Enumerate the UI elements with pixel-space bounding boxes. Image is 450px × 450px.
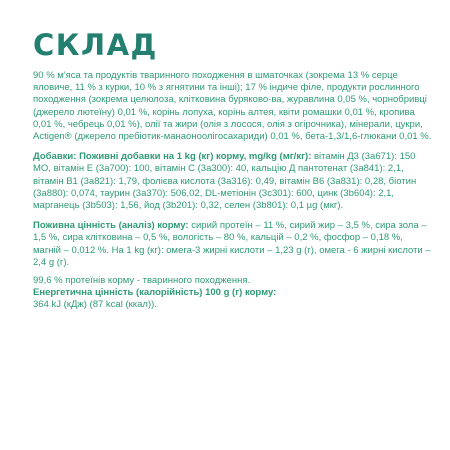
protein-note: 99,6 % протеїнів корму - тваринного походження.	[33, 275, 251, 287]
nutrition-paragraph	[33, 220, 433, 269]
section-title: СКЛАД	[33, 28, 158, 62]
energy-value: 364 kJ (кДж) (87 kcal (ккал)).	[33, 299, 157, 311]
composition-paragraph: 90 % м'яса та продуктів тваринного походження в шматочках (зокрема 13 % серце яловиче, 11 % з курки, 10 % з ягнятини та інші); 17 % індиче філе, продукти рослинного походження (зокрема целюлоза, клітковина буряково-ва, журавлина 0,05 %, чорнобривці (джерело лютеїну) 0,01 %, корінь лопуха, корінь алтея, квіти ромашки 0,01 %, кропива 0,01 %, чебрець 0,01 %), олії та жири (олія з лосося, олія з огірочника), мінерали, цукри, Actigen® (джерело пребіотик-манаоноолігосахариди) 0,01 %, бета-1,3/1,6-глюкани 0,01 %.	[33, 70, 432, 143]
nutrition-label: Поживна цінність (аналіз) корму:	[33, 220, 189, 232]
additives-paragraph	[33, 151, 433, 212]
energy-label: Енергетична цінність (калорійність) 100 g (г) корму:	[33, 287, 277, 299]
nutrition-text: сирий протеїн – 11 %, сирий жир – 3,5 %, сира зола – 1,5 %, сира клітковина – 0,5 %, вологість – 80 %, кальцій – 0,2 %, фосфор – 0,18 %, магній – 0,012 %. На 1 kg (кг): омега-3 жирні кислоти – 1,23 g (г), омега - 6 жирні кислоти – 2,4 g (г).	[33, 220, 431, 268]
additives-text: вітамін Д3 (3а671): 150 МО, вітамін Е (3а700): 100, вітамін С (3а300): 40, кальцію Д пантотенат (3а841): 2,1, вітамін В1 (3а821): 1,79, фолієва кислота (3а316): 0,49, вітамін В6 (3а831): 0,28, біотин (3а880): 0,074, таурин (3а370): 506,02, DL-метіонін (3с301): 600, цинк (3b604): 2,1, марганець (3b503): 1,56, йод (3b201): 0,32, селен (3b801): 0,1 µg (мкг).	[33, 151, 417, 212]
ingredients-content	[33, 70, 433, 312]
additives-label: Добавки: Поживні добавки на 1 kg (кг) корму, mg/kg (мг/кг):	[33, 151, 312, 163]
